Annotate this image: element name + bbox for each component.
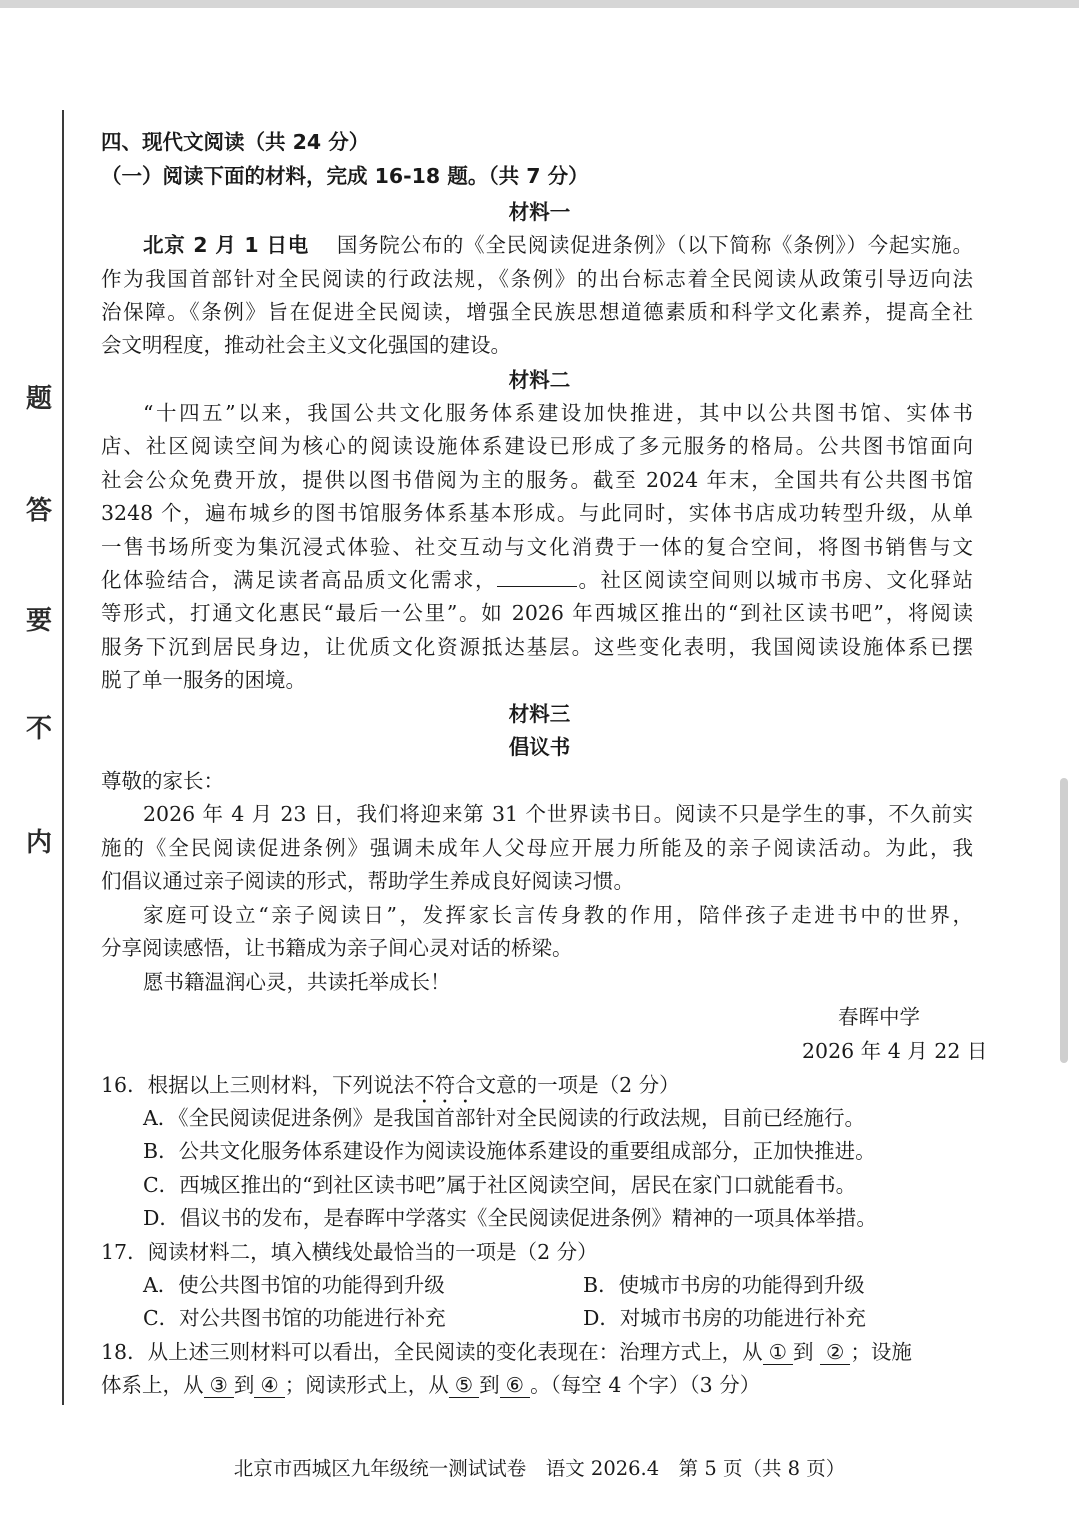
- proposal-greeting: 尊敬的家长：: [101, 769, 224, 793]
- margin-char: 答: [26, 496, 53, 526]
- section-title: 四、现代文阅读（共 24 分）: [101, 130, 370, 154]
- q18-blank-2: ②: [820, 1340, 850, 1365]
- material3-title: 材料三: [508, 702, 571, 726]
- proposal-line: 们倡议通过亲子阅读的形式，帮助学生养成良好阅读习惯。: [101, 869, 634, 893]
- material2-line-with-blank: 化体验结合，满足读者高品质文化需求， 。社区阅读空间则以城市书房、文化驿站: [101, 568, 973, 592]
- q18-blank-3: ③: [204, 1373, 234, 1398]
- material1-line: 会文明程度，推动社会主义文化强国的建设。: [101, 333, 511, 357]
- proposal-line: 分享阅读感悟，让书籍成为亲子间心灵对话的桥梁。: [101, 936, 573, 960]
- q17-option-d: D．对城市书房的功能进行补充: [583, 1306, 866, 1330]
- scrollbar-thumb[interactable]: [1060, 778, 1068, 1063]
- proposal-date: 2026 年 4 月 22 日: [802, 1039, 988, 1063]
- q18-line1: 18．从上述三则材料可以看出，全民阅读的变化表现在：治理方式上，从 ① 到 ② ；设施: [101, 1340, 912, 1364]
- material1-line: 作为我国首部针对全民阅读的行政法规，《条例》的出台标志着全民阅读从政策引导迈向法: [101, 267, 973, 291]
- q18-blank-1: ①: [763, 1340, 793, 1365]
- q17-option-a: A．使公共图书馆的功能得到升级: [143, 1273, 445, 1297]
- q16-option-a: A．《全民阅读促进条例》是我国首部针对全民阅读的行政法规，目前已经施行。: [143, 1106, 866, 1130]
- q17-stem: 17．阅读材料二，填入横线处最恰当的一项是（2 分）: [101, 1240, 598, 1264]
- top-edge-bar: [0, 0, 1079, 8]
- margin-char: 要: [26, 606, 53, 636]
- q16-emphasis: 不符合: [414, 1073, 476, 1097]
- material1-dateline: 北京 2 月 1 日电: [143, 233, 309, 257]
- material2-line: “十四五”以来，我国公共文化服务体系建设加快推进，其中以公共图书馆、实体书: [143, 401, 973, 425]
- answer-blank: [497, 568, 577, 587]
- q17-option-b: B．使城市书房的功能得到升级: [583, 1273, 865, 1297]
- page-footer: 北京市西城区九年级统一测试试卷 语文 2026.4 第 5 页（共 8 页）: [233, 1457, 846, 1480]
- material2-line: 服务下沉到居民身边，让优质文化资源抵达基层。这些变化表明，我国阅读设施体系已摆: [101, 635, 973, 659]
- material2-line: 等形式，打通文化惠民“最后一公里”。如 2026 年西城区推出的“到社区读书吧”，将阅读: [101, 601, 973, 625]
- proposal-signature: 春晖中学: [838, 1005, 920, 1029]
- material1-line: 北京 2 月 1 日电 国务院公布的《全民阅读促进条例》（以下简称《条例》）今起实施。: [101, 231, 973, 259]
- q16-option-d: D．倡议书的发布，是春晖中学落实《全民阅读促进条例》精神的一项具体举措。: [143, 1206, 877, 1230]
- proposal-line: 2026 年 4 月 23 日，我们将迎来第 31 个世界读书日。阅读不只是学生的事，不久前实: [143, 802, 973, 826]
- material2-line: 社会公众免费开放，提供以图书借阅为主的服务。截至 2024 年末，全国共有公共图书馆: [101, 468, 973, 492]
- material2-title: 材料二: [508, 368, 571, 392]
- q18-line2: 体系上，从 ③ 到 ④ ；阅读形式上，从 ⑤ 到 ⑥ 。（每空 4 个字）（3 分）: [101, 1373, 761, 1397]
- q16-option-b: B．公共文化服务体系建设作为阅读设施体系建设的重要组成部分，正加快推进。: [143, 1139, 876, 1163]
- q16-option-c: C．西城区推出的“到社区读书吧”属于社区阅读空间，居民在家门口就能看书。: [143, 1173, 857, 1197]
- material2-line: 脱了单一服务的困境。: [101, 668, 306, 692]
- q17-option-c: C．对公共图书馆的功能进行补充: [143, 1306, 446, 1330]
- proposal-title: 倡议书: [508, 735, 571, 759]
- q18-blank-6: ⑥: [500, 1373, 530, 1398]
- margin-char: 题: [26, 384, 53, 414]
- margin-char: 不: [26, 714, 53, 744]
- q18-blank-4: ④: [254, 1373, 284, 1398]
- proposal-line: 愿书籍温润心灵，共读托举成长！: [143, 970, 451, 994]
- material2-line: 一售书场所变为集沉浸式体验、社交互动与文化消费于一体的复合空间，将图书销售与文: [101, 535, 973, 559]
- material1-title: 材料一: [508, 200, 571, 224]
- q18-blank-5: ⑤: [449, 1373, 479, 1398]
- proposal-line: 家庭可设立“亲子阅读日”，发挥家长言传身教的作用，陪伴孩子走进书中的世界，: [143, 903, 973, 927]
- q16-stem: 16．根据以上三则材料，下列说法不符合文意的一项是（2 分）: [101, 1073, 680, 1097]
- material2-line: 店、社区阅读空间为核心的阅读设施体系建设已形成了多元服务的格局。公共图书馆面向: [101, 434, 973, 458]
- material1-line: 治保障。《条例》旨在促进全民阅读，增强全民族思想道德素质和科学文化素养，提高全社: [101, 300, 973, 324]
- margin-char: 内: [26, 828, 53, 858]
- material2-line: 3248 个，遍布城乡的图书馆服务体系基本形成。与此同时，实体书店成功转型升级，从单: [101, 501, 973, 525]
- proposal-line: 施的《全民阅读促进条例》强调未成年人父母应开展力所能及的亲子阅读活动。为此，我: [101, 836, 973, 860]
- section-subtitle: （一）阅读下面的材料，完成 16-18 题。（共 7 分）: [101, 164, 589, 188]
